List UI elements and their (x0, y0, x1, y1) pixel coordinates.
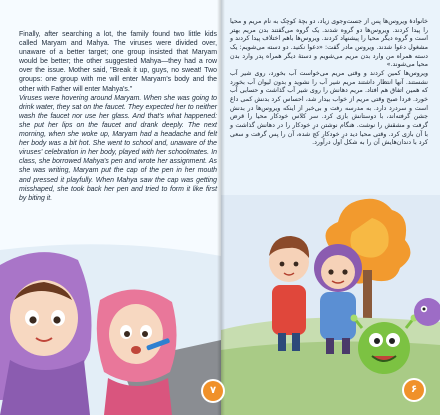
left-page-number: ۷ (203, 381, 223, 401)
book-spine (217, 0, 225, 415)
left-scene (0, 244, 221, 415)
right-page-number: ۶ (404, 380, 424, 400)
girl-purple-scarf (0, 252, 92, 415)
left-page-text (19, 30, 217, 203)
right-paragraph-1: خانوادهٔ ویروس‌ها پس از جست‌وجوی زیاد، دو بچهٔ کوچک به نام مریم و محیا را پیدا کردند. ویروس‌ها دو گروه شدند. یک گروه می‌گفتند بدن مریم بهتر است و گروه دیگر محیا را پیشنهاد کردند. ویروس‌ها باهم اختلاف پیدا کردند و مشغول دعوا شدند. ویروس مادر گفت: «دعوا نکنید. دو دسته می‌شویم: یک دسته همراه من وارد بدن مریم می‌شویم و دستهٔ دیگر همراه پدر وارد بدن محیا می‌شوند.» (230, 18, 428, 69)
left-paragraph-1: Finally, after searching a lot, the family found two little kids called Maryam and Mahya. The viruses were divided over, unaware of a better target; one group insisted that Maryam would be better; the other suggested Mahya—they had a row over the issue. Mother said, "Break it up, guys, no sweat! Two groups: one group with me will enter Maryam's body and the other with Father will enter Mahya's." (19, 31, 217, 93)
girl-pink-hood (97, 289, 177, 415)
right-paragraph-2: ویروس‌ها کمین کردند و وقتی مریم می‌خواست آب بخورد، روی شیر آب نشستند. آنها انتظار داشتند مریم شیر آب را نشوید و بدون لیوان آب بخورد که همین اتفاق هم افتاد. مریم دهانش را روی شیر آب گذاشت و حسابی آب خورد. فردا صبح وقتی مریم از خواب بیدار شد، احساس کرد بدنش کمی داغ است و سردرد دارد. به مدرسه رفت و بی‌خبر از اینکه ویروس‌ها در بدنش جشن گرفته‌اند، با دوستانش بازی کرد. سر کلاس خودکار محیا را قرض گرفت و مشقش را نوشت. هنگام نوشتن درِ خودکار را در دهانش گذاشت و با آن بازی کرد. وقتی محیا دید درِ خودکار کج شده، آن را پس گرفت و سعی کرد با دندان‌هایش آن را به شکل اول درآورد. (230, 69, 428, 147)
right-page-text (230, 18, 428, 148)
left-paragraph-2: Viruses were hovering around Maryam. When she was going to drink water, they sat on the faucet. They expected her to neither wash the faucet nor use her glass. And that's what happened: she put her lips on the faucet and drank deeply. The next morning, when she woke up, Maryam had a headache and felt her body was a bit hot. She went to school and, unaware of the viruses' celebration in her body, played with her schoolmates. In class, she borrowed Mahya's pen and wrote her assignment. As she was writing, Maryam put the cap of the pen in her mouth and pressed it playfully. When Mahya saw the cap was getting misshaped, she took back her pen and tried to form it like first by biting it. (19, 94, 217, 202)
